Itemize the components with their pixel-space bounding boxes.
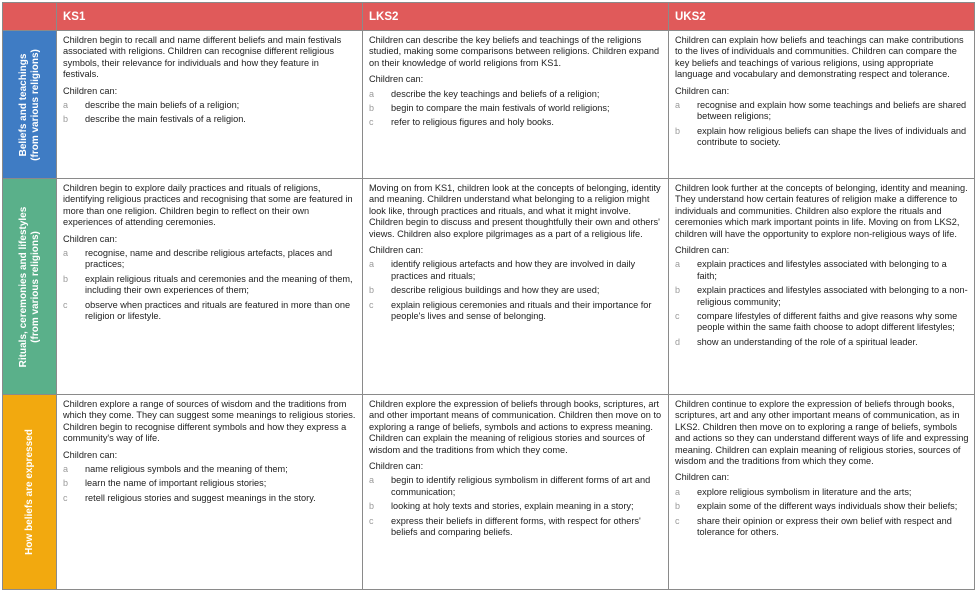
objective-letter: b <box>675 125 681 136</box>
cell-intro-text: Children can explain how beliefs and teachings can make contributions to the lives of individuals and communities. Children can compare the key beliefs and teachings of various religions, using appropriate language and vocabulary and demonstrating respect and tolerance. <box>675 35 964 80</box>
row-beliefs-expressed <box>3 395 975 590</box>
objective-text: learn the name of important religious stories; <box>85 478 267 489</box>
cell-ks1 <box>57 179 363 395</box>
row-label-band <box>3 395 56 589</box>
objective-letter: b <box>63 478 69 489</box>
objective-letter: a <box>369 475 375 486</box>
objective-list <box>675 487 969 539</box>
row-label-cell <box>3 395 57 590</box>
objective-text: recognise, name and describe religious artefacts, places and practices; <box>85 248 333 270</box>
objective-text: observe when practices and rituals are featured in more than one religion or lifestyle. <box>85 299 351 322</box>
objective-text: recognise and explain how some teachings and beliefs are shared between religions; <box>697 100 967 122</box>
curriculum-table-container <box>2 2 974 590</box>
row-label-title: How beliefs are expressed <box>23 429 35 555</box>
objective-letter: c <box>369 515 374 526</box>
row-label-subtitle: (from various religions) <box>29 48 41 161</box>
objective-text: refer to religious figures and holy books. <box>391 117 554 128</box>
children-can-label: Children can: <box>369 245 424 256</box>
cell-intro-text: Children look further at the concepts of belonging, identity and meaning. They understand how certain features of religion make a difference to individuals and communities. Children also explore the rituals and ceremonies which mark important points in life. Moving on from LKS2, children will have the opportunity to explore non-religious ways of life. <box>675 183 968 239</box>
objective-letter: c <box>369 299 374 310</box>
objective-letter: b <box>369 103 375 114</box>
header-uks2: UKS2 <box>669 3 975 31</box>
objective-item <box>369 516 663 539</box>
objective-item <box>675 126 969 149</box>
objective-item <box>369 300 663 323</box>
objective-item <box>63 100 357 111</box>
objective-text: begin to compare the main festivals of world religions; <box>391 103 610 114</box>
objective-item <box>63 114 357 125</box>
objective-item <box>369 285 663 296</box>
objective-text: describe the main festivals of a religion. <box>85 114 246 125</box>
objective-text: explain religious rituals and ceremonies and the meaning of them, including their own experiences of them; <box>85 273 353 296</box>
objective-item <box>675 501 969 512</box>
cell-ks1 <box>57 395 363 590</box>
objective-letter: b <box>63 273 69 284</box>
header-ks1: KS1 <box>57 3 363 31</box>
row-label <box>24 429 36 555</box>
cell-lks2 <box>363 395 669 590</box>
objective-text: compare lifestyles of different faiths and give reasons why some people within the same faith choose to adopt different lifestyles; <box>697 311 958 333</box>
objective-item <box>675 285 969 308</box>
objective-letter: a <box>63 100 69 111</box>
cell-intro-text: Children begin to explore daily practices and rituals of religions, identifying religious practices and recognising that some are featured in more than one religion. Children begin to reflect on their own experiences of attending ceremonies. <box>63 183 353 228</box>
objective-letter: a <box>63 464 69 475</box>
cell-intro-text: Children continue to explore the expression of beliefs through books, scriptures, art and any other important means of communication, as in LKS2. Children then move on to exploring a range of beliefs, symbols and actions so they can understand different ways of life and expressing meaning. Children can explain meaning of religious stories, sources of wisdom and the traditions from which they come. <box>675 399 969 467</box>
cell-intro-text: Moving on from KS1, children look at the concepts of belonging, identity and meaning. Children understand what belonging to a religion might look like, through practices and rituals, and what it might involve. Children begin to discuss and present thoughtfully their own and others' views. Children also explore pilgrimages as a part of a religious life. <box>369 183 661 239</box>
objective-item <box>369 117 663 128</box>
row-label <box>18 206 42 367</box>
objective-letter: d <box>675 336 681 347</box>
objective-letter: a <box>675 486 681 497</box>
objective-letter: b <box>675 285 681 296</box>
objective-item <box>369 259 663 282</box>
children-can-label: Children can: <box>675 472 730 483</box>
objective-item <box>63 493 357 504</box>
row-label <box>18 49 42 161</box>
objective-text: explain practices and lifestyles associated with belonging to a non-religious community; <box>697 285 968 307</box>
row-label-cell <box>3 31 57 179</box>
row-label-cell <box>3 179 57 395</box>
row-label-band <box>3 31 56 178</box>
header-lks2: LKS2 <box>363 3 669 31</box>
objective-text: show an understanding of the role of a spiritual leader. <box>697 336 918 347</box>
objective-letter: a <box>63 248 69 259</box>
objective-list <box>63 248 357 322</box>
objective-item <box>675 337 969 348</box>
children-can-label: Children can: <box>63 449 118 460</box>
children-can-label: Children can: <box>63 233 118 244</box>
cell-uks2 <box>669 179 975 395</box>
objective-list <box>369 89 663 129</box>
objective-letter: b <box>63 114 69 125</box>
row-rituals-ceremonies <box>3 179 975 395</box>
objective-list <box>675 100 969 149</box>
objective-item <box>675 311 969 334</box>
objective-letter: a <box>675 100 681 111</box>
objective-text: describe the main beliefs of a religion; <box>85 100 240 111</box>
objective-text: share their opinion or express their own belief with respect and tolerance for others. <box>697 515 952 538</box>
objective-text: explore religious symbolism in literature and the arts; <box>697 486 912 497</box>
objective-item <box>63 248 357 271</box>
cell-ks1 <box>57 31 363 179</box>
children-can-label: Children can: <box>369 74 424 85</box>
header-row <box>3 3 975 31</box>
objective-letter: c <box>369 117 374 128</box>
objective-text: explain religious ceremonies and rituals and their importance for people's lives and sense of belonging. <box>391 299 652 322</box>
objective-item <box>675 487 969 498</box>
objective-letter: a <box>369 259 375 270</box>
cell-uks2 <box>669 395 975 590</box>
objective-item <box>369 89 663 100</box>
objective-item <box>63 300 357 323</box>
objective-text: explain practices and lifestyles associated with belonging to a faith; <box>697 259 947 281</box>
objective-list <box>63 464 357 504</box>
objective-item <box>63 464 357 475</box>
objective-text: looking at holy texts and stories, explain meaning in a story; <box>391 501 634 512</box>
objective-letter: c <box>63 492 68 503</box>
objective-item <box>63 478 357 489</box>
cell-intro-text: Children begin to recall and name different beliefs and main festivals associated with religions. Children can recognise different religious symbols, their relevance for individuals and how they feature in festivals. <box>63 35 342 80</box>
objective-item <box>369 501 663 512</box>
objective-letter: c <box>675 515 680 526</box>
row-label-title: Rituals, ceremonies and lifestyles <box>17 206 29 367</box>
objective-text: explain some of the different ways individuals show their beliefs; <box>697 501 958 512</box>
objective-list <box>369 475 663 538</box>
objective-list <box>63 100 357 126</box>
row-label-subtitle: (from various religions) <box>29 230 41 343</box>
children-can-label: Children can: <box>369 461 424 472</box>
children-can-label: Children can: <box>675 85 730 96</box>
objective-item <box>369 103 663 114</box>
objective-text: describe the key teachings and beliefs of a religion; <box>391 88 600 99</box>
children-can-label: Children can: <box>63 85 118 96</box>
objective-letter: b <box>675 501 681 512</box>
children-can-label: Children can: <box>675 245 730 256</box>
objective-item <box>675 259 969 282</box>
objective-letter: a <box>369 88 375 99</box>
cell-lks2 <box>363 31 669 179</box>
objective-text: explain how religious beliefs can shape the lives of individuals and contribute to society. <box>697 125 967 148</box>
objective-letter: a <box>675 259 681 270</box>
objective-letter: c <box>675 311 680 322</box>
objective-text: name religious symbols and the meaning of them; <box>85 464 288 475</box>
cell-lks2 <box>363 179 669 395</box>
cell-intro-text: Children explore the expression of beliefs through books, scriptures, art and other important means of communication. Children then move on to exploring a range of beliefs, symbols and actions to express meaning. Children can explain the meaning of religious stories and sources of wisdom and the traditions from which they come. <box>369 399 662 455</box>
objective-letter: c <box>63 299 68 310</box>
objective-text: identify religious artefacts and how they are involved in daily practices and rituals; <box>391 259 636 281</box>
header-corner <box>3 3 57 31</box>
curriculum-table <box>2 2 975 590</box>
objective-text: begin to identify religious symbolism in different forms of art and communication; <box>391 475 651 497</box>
objective-text: retell religious stories and suggest meanings in the story. <box>85 492 316 503</box>
row-beliefs-teachings <box>3 31 975 179</box>
row-label-band <box>3 179 56 394</box>
objective-text: express their beliefs in different forms, with respect for others' beliefs and comparing beliefs. <box>391 515 641 538</box>
cell-intro-text: Children can describe the key beliefs and teachings of the religions studied, making some comparisons between religions. Children expand on their knowledge of world religions from KS1. <box>369 35 660 68</box>
objective-list <box>369 259 663 322</box>
objective-list <box>675 259 969 348</box>
objective-item <box>675 516 969 539</box>
objective-letter: b <box>369 285 375 296</box>
cell-uks2 <box>669 31 975 179</box>
objective-item <box>675 100 969 123</box>
cell-intro-text: Children explore a range of sources of wisdom and the traditions from which they come. They can suggest some meanings to religious stories. Children begin to recognise different symbols and how they express a community's way of life. <box>63 399 356 444</box>
objective-item <box>63 274 357 297</box>
row-label-title: Beliefs and teachings <box>17 53 29 156</box>
objective-item <box>369 475 663 498</box>
objective-text: describe religious buildings and how they are used; <box>391 285 600 296</box>
objective-letter: b <box>369 501 375 512</box>
